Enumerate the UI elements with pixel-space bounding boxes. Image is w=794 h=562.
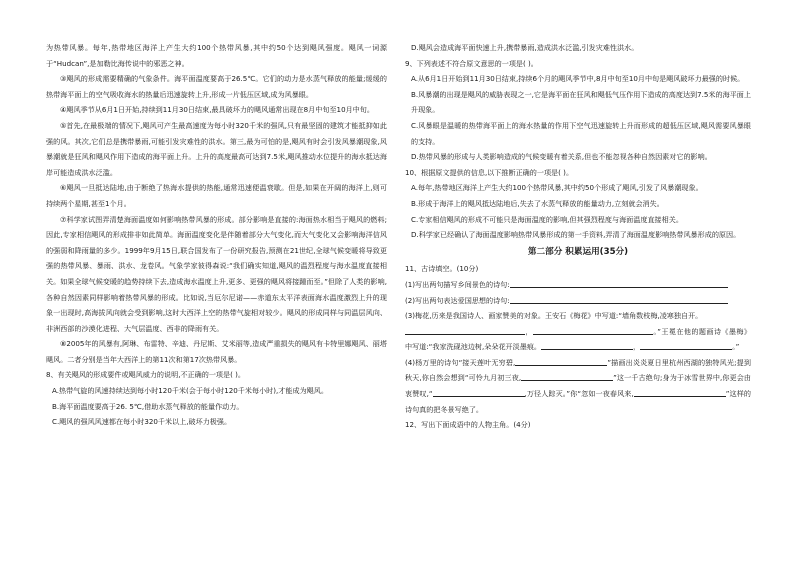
question-11-line-3b-text: 。”王冕在他的题画诗《墨梅》中写道:“我家洗砚池边树,朵朵花开淡墨痕。 xyxy=(405,326,751,352)
question-11-line-2-text: (2)写出两句表达爱国思想的诗句: xyxy=(405,295,510,305)
answer-blank[interactable] xyxy=(433,387,525,397)
question-12-stem: 12、写出下面成语中的人物主角。(4分) xyxy=(405,420,531,430)
passage-para-6: ⑥飓风一旦抵达陆地,由于断绝了热海水提供的热能,通常迅速便温衰歇。但是,如果在开阔的海洋上,则可持续两个星期,甚至1个月。 xyxy=(46,183,387,208)
answer-blank[interactable] xyxy=(515,356,607,366)
question-11-line-3a: (3)梅花,历来是我国诗人、画家赞美的对象。王安石《梅花》中写道:“墙角数枝梅,凌寒独自开。 xyxy=(405,311,703,321)
question-8-stem: 8、有关飓风的形成要件或飓风威力的说明,不正确的一项是( )。 xyxy=(46,370,245,380)
passage-para-7: ⑦科学家试图弄清楚海面温度如何影响热带风暴的形成。部分影响是直接的:海面热水相当于飓风的燃料;因此,专家相信飓风的形成排非如此简单。海面温度变化是伴随着部分大气变化,而大气变化又会影响海洋信风的强弱和降雨量的多少。1999年9月15日,联合国发布了一份研究报告,预测在21世纪,全球气候变暖将导致更强的热带风暴、暴雨、洪水、龙卷风。气象学家彼得森说:“我们确实知道,飓风的温烈程度与海水温度直接相关。如果全球气候变暖的趋势持续下去,造成海水温度上升,更多、更强的飓风将接踵而至。”但除了人类的影响,各种自然因素同样影响着热带风暴的形成。比如说,当厄尔尼诺——赤道东太平洋表面海水温度激烈上升的现象一出现时,高海拔风向就会受到影响,这时大西洋上空的热带气旋相对较少。飓风的形成同样与同温层风向、非洲西部的沙漠化进程、大气层温度、西非的降雨有关。 xyxy=(46,214,387,333)
question-9-option-d: D.热带风暴的形成与人类影响造成的气候变暖有着关系,但也不能忽视各种自然因素对它的影响。 xyxy=(411,152,712,162)
question-11-line-3b: ， 。”王冕在他的题画诗《墨梅》中写道:“我家洗砚池边树,朵朵花开淡墨痕。 ， 。” xyxy=(405,326,751,352)
answer-blank[interactable] xyxy=(521,371,613,381)
question-11-line-4c-post: ”这样的诗句真的把冬景写绝了。 xyxy=(405,389,751,414)
passage-para-4: ④飓风季节从6月1日开始,持续到11月30日结束,最具破坏力的飓风通常出现在8月中旬至10月中旬。 xyxy=(60,105,374,115)
answer-blank[interactable] xyxy=(510,278,728,288)
question-9-option-b: B.风暴潮的出现是飓风的威胁表现之一,它是海平面在狂风和飓低气压作用下造成的高度达到7.5米的海平面上升现象。 xyxy=(411,89,751,115)
passage-para-3: ③飓风的形成需要精确的气象条件。海平面温度要高于26.5℃。它们的动力是水蒸气释放的能量;缓缓的热带海平面上的空气吸收海水的热量后迅速旋转上升,形成一片低压区域,成为风暴眼。 xyxy=(46,74,387,99)
question-11-line-4a-post2: ”这一千古绝句;身为于冰雪世界中,你更会由衷赞叹,“ xyxy=(405,373,751,399)
question-10-option-b: B.形成于海洋上的飓风抵达陆地后,失去了水蒸气释放的能量动力,立刻就会消失。 xyxy=(411,198,664,208)
question-11-line-1-text: (1)写出两句描写乡间景色的诗句: xyxy=(405,279,510,289)
answer-blank[interactable] xyxy=(640,340,732,350)
question-9-option-a: A.从6月1日开始到11月30日结束,持续6个月的飓风季节中,8月中旬至10月中旬是飓风破坏力最强的时候。 xyxy=(411,74,745,84)
passage-para-2-cont: 为热带风暴。每年,热带地区海洋上产生大约100个热带风暴,其中约50个达到飓风强度。飓风一词源于“Hudcan”,是加勒比海传说中的邪恶之神。 xyxy=(46,43,387,68)
question-11-line-4 xyxy=(405,355,751,417)
question-11-line-4a-text: (4)杨万里的诗句“接天莲叶无穷碧, xyxy=(405,357,516,367)
question-8-option-a: A.热带气旋的风速持续达到每小时120千米(会于每小时120千米每小时),才能成为飓风。 xyxy=(52,386,328,396)
question-11-line-4b-post: ,万径人踪灭。”你“忽如一夜春风来, xyxy=(524,389,634,399)
answer-blank[interactable] xyxy=(510,294,728,304)
question-8-option-c: C.飓风的强风风速都在每小时320千米以上,破坏力极强。 xyxy=(52,417,232,427)
passage-para-8: ⑧2005年的风暴有,阿琳、布雷特、辛迪、丹尼斯、艾米丽等,造成严重损失的飓风有卡特里娜飓风、丽塔飓风。二者分别是当年大西洋上的第11次和第17次热带风暴。 xyxy=(46,339,387,364)
question-11-line-4a-post: ”描画出炎炎夏日里杭州西湖的独特风光;提到秋天,你自然会想到“可怜九月初三夜, xyxy=(405,357,751,383)
answer-blank[interactable] xyxy=(533,325,653,335)
answer-blank[interactable] xyxy=(541,340,633,350)
question-10-option-d: D.科学家已经确认了海面温度影响热带风暴形成的第一手资料,弄清了海面温度影响热带风暴形成的原因。 xyxy=(411,230,741,240)
question-8-option-d: D.飓风会造成海平面快速上升,携带暴雨,造成洪水泛滥,引发灾难性洪水。 xyxy=(411,43,639,52)
question-9-stem: 9、下列表述不符合原文意思的一项是( )。 xyxy=(405,58,538,68)
question-9-option-c: C.风暴眼是温暖的热带海平面上的海水热量的作用下空气迅速旋转上升而形成的超低压区域,飓风需要风暴眼的支持。 xyxy=(411,120,751,146)
left-column xyxy=(46,40,387,430)
question-11-stem: 11、古诗填空。(10分) xyxy=(405,264,479,274)
question-10-stem: 10、根据原文提供的信息,以下推断正确的一项是( )。 xyxy=(405,167,574,177)
passage-para-5: ⑤首先,在最极端的情况下,飓风可产生最高速度为每小时320千米的强风,只有最坚固的建筑才能抵抑如此强的风。其次,它们总是携带暴雨,可能引发灾难性的洪水。第三,最为可怕的是,飓风有时会引发风暴潮现象,风暴潮就是狂风和飓风作用下造成的海平面上升。上升的高度最高可达到7.5米,飓风推动水位提升的海水抵达海岸可能造成洪水泛滥。 xyxy=(46,120,387,177)
question-10-option-a: A.每年,热带地区海洋上产生大约100个热带风暴,其中约50个形成了飓风,引发了风暴潮现象。 xyxy=(411,183,703,193)
answer-blank[interactable] xyxy=(634,387,726,397)
question-11-line-3c-text: 。” xyxy=(732,342,740,352)
answer-blank[interactable] xyxy=(405,325,525,335)
section-title: 第二部分 积累运用(35分) xyxy=(527,246,629,257)
right-column xyxy=(405,40,751,433)
question-11-line-2 xyxy=(405,293,751,309)
question-10-option-c: C.专家相信飓风的形成不可能只是海面温度的影响,但其强烈程度与海面温度直接相关。 xyxy=(411,214,683,224)
question-8-option-b: B.海平面温度要高于26. 5℃,借助水蒸气释放的能量作动力。 xyxy=(52,401,244,411)
question-11-line-1 xyxy=(405,277,751,293)
